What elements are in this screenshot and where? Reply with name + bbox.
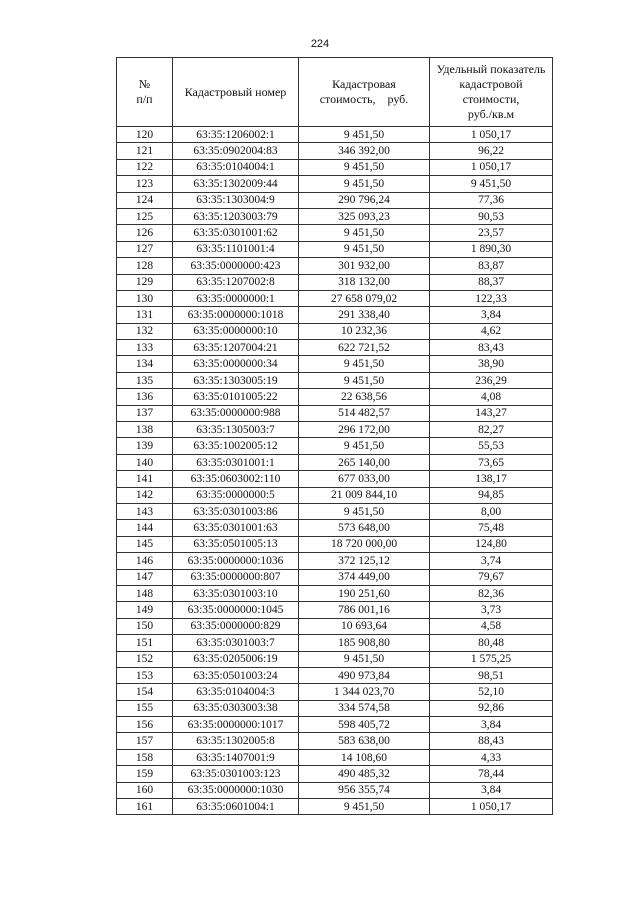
row-number-cell: 158	[117, 749, 173, 765]
table-row	[117, 733, 553, 749]
cadastral-number-cell: 63:35:0603002:110	[173, 471, 299, 487]
cadastral-value-cell: 318 132,00	[299, 274, 430, 290]
cadastral-value-cell: 9 451,50	[299, 503, 430, 519]
row-number-cell: 127	[117, 241, 173, 257]
cadastral-number-cell: 63:35:0000000:1018	[173, 307, 299, 323]
row-number-cell: 123	[117, 176, 173, 192]
table-row	[117, 782, 553, 798]
header-specific-indicator-line1: Удельный показатель	[436, 62, 546, 76]
table-row	[117, 520, 553, 536]
cadastral-value-cell: 514 482,57	[299, 405, 430, 421]
row-number-cell: 156	[117, 717, 173, 733]
table-row	[117, 471, 553, 487]
cadastral-value-cell: 18 720 000,00	[299, 536, 430, 552]
specific-indicator-cell: 98,51	[430, 667, 553, 683]
row-number-cell: 120	[117, 127, 173, 143]
specific-indicator-cell: 3,84	[430, 782, 553, 798]
table-body	[117, 127, 553, 815]
cadastral-number-cell: 63:35:0000000:34	[173, 356, 299, 372]
cadastral-value-cell: 9 451,50	[299, 176, 430, 192]
specific-indicator-cell: 77,36	[430, 192, 553, 208]
table-row	[117, 143, 553, 159]
cadastral-number-cell: 63:35:0104004:3	[173, 684, 299, 700]
specific-indicator-cell: 23,57	[430, 225, 553, 241]
table-row	[117, 307, 553, 323]
table-row	[117, 602, 553, 618]
specific-indicator-cell: 82,36	[430, 585, 553, 601]
row-number-cell: 149	[117, 602, 173, 618]
header-cadastral-value-line2: стоимость, руб.	[319, 92, 409, 106]
cadastral-value-cell: 786 001,16	[299, 602, 430, 618]
cadastral-value-cell: 301 932,00	[299, 258, 430, 274]
table-row	[117, 389, 553, 405]
row-number-cell: 140	[117, 454, 173, 470]
table-row	[117, 618, 553, 634]
specific-indicator-cell: 3,74	[430, 553, 553, 569]
row-number-cell: 130	[117, 290, 173, 306]
table-row	[117, 766, 553, 782]
table-row	[117, 258, 553, 274]
row-number-cell: 148	[117, 585, 173, 601]
table-row	[117, 225, 553, 241]
cadastral-value-cell: 27 658 079,02	[299, 290, 430, 306]
cadastral-number-cell: 63:35:0000000:829	[173, 618, 299, 634]
table-row	[117, 323, 553, 339]
cadastral-number-cell: 63:35:0000000:807	[173, 569, 299, 585]
cadastral-number-cell: 63:35:0000000:1045	[173, 602, 299, 618]
specific-indicator-cell: 236,29	[430, 372, 553, 388]
row-number-cell: 126	[117, 225, 173, 241]
row-number-cell: 129	[117, 274, 173, 290]
header-cadastral-value-line1: Кадастровая	[332, 77, 396, 91]
specific-indicator-cell: 122,33	[430, 290, 553, 306]
cadastral-number-cell: 63:35:0301001:1	[173, 454, 299, 470]
row-number-cell: 133	[117, 340, 173, 356]
cadastral-number-cell: 63:35:0000000:1030	[173, 782, 299, 798]
specific-indicator-cell: 83,43	[430, 340, 553, 356]
specific-indicator-cell: 1 575,25	[430, 651, 553, 667]
specific-indicator-cell: 82,27	[430, 422, 553, 438]
table-row	[117, 553, 553, 569]
cadastral-value-cell: 14 108,60	[299, 749, 430, 765]
row-number-cell: 139	[117, 438, 173, 454]
cadastral-number-cell: 63:35:1101001:4	[173, 241, 299, 257]
table-row	[117, 454, 553, 470]
cadastral-number-cell: 63:35:1203003:79	[173, 208, 299, 224]
specific-indicator-cell: 1 050,17	[430, 799, 553, 815]
cadastral-number-cell: 63:35:0301003:7	[173, 635, 299, 651]
cadastral-value-cell: 10 693,64	[299, 618, 430, 634]
row-number-cell: 134	[117, 356, 173, 372]
table-row	[117, 536, 553, 552]
cadastral-value-cell: 1 344 023,70	[299, 684, 430, 700]
header-specific-indicator	[430, 58, 553, 127]
cadastral-number-cell: 63:35:1407001:9	[173, 749, 299, 765]
cadastral-number-cell: 63:35:1303004:9	[173, 192, 299, 208]
row-number-cell: 152	[117, 651, 173, 667]
specific-indicator-cell: 4,33	[430, 749, 553, 765]
header-row-number	[117, 58, 173, 127]
cadastral-number-cell: 63:35:0601004:1	[173, 799, 299, 815]
cadastral-number-cell: 63:35:0205006:19	[173, 651, 299, 667]
cadastral-value-cell: 583 638,00	[299, 733, 430, 749]
cadastral-number-cell: 63:35:0301003:86	[173, 503, 299, 519]
table-row	[117, 717, 553, 733]
table-row	[117, 585, 553, 601]
table-row	[117, 438, 553, 454]
cadastral-value-cell: 346 392,00	[299, 143, 430, 159]
header-row-number-line2: п/п	[136, 92, 153, 106]
specific-indicator-cell: 138,17	[430, 471, 553, 487]
header-specific-indicator-line4: руб./кв.м	[467, 107, 515, 121]
row-number-cell: 155	[117, 700, 173, 716]
cadastral-number-cell: 63:35:0000000:988	[173, 405, 299, 421]
row-number-cell: 125	[117, 208, 173, 224]
table-row	[117, 667, 553, 683]
row-number-cell: 138	[117, 422, 173, 438]
header-specific-indicator-line2: кадастровой	[459, 77, 523, 91]
cadastral-number-cell: 63:35:1303005:19	[173, 372, 299, 388]
cadastral-value-table	[116, 57, 553, 815]
specific-indicator-cell: 38,90	[430, 356, 553, 372]
table-row	[117, 159, 553, 175]
specific-indicator-cell: 75,48	[430, 520, 553, 536]
row-number-cell: 142	[117, 487, 173, 503]
specific-indicator-cell: 3,84	[430, 307, 553, 323]
specific-indicator-cell: 9 451,50	[430, 176, 553, 192]
table-row	[117, 684, 553, 700]
table-row	[117, 700, 553, 716]
cadastral-value-cell: 9 451,50	[299, 159, 430, 175]
row-number-cell: 161	[117, 799, 173, 815]
cadastral-value-cell: 9 451,50	[299, 225, 430, 241]
cadastral-number-cell: 63:35:1302009:44	[173, 176, 299, 192]
row-number-cell: 157	[117, 733, 173, 749]
table-row	[117, 176, 553, 192]
cadastral-number-cell: 63:35:0301001:62	[173, 225, 299, 241]
specific-indicator-cell: 88,37	[430, 274, 553, 290]
specific-indicator-cell: 55,53	[430, 438, 553, 454]
cadastral-value-cell: 9 451,50	[299, 372, 430, 388]
row-number-cell: 146	[117, 553, 173, 569]
cadastral-value-cell: 290 796,24	[299, 192, 430, 208]
cadastral-number-cell: 63:35:0000000:5	[173, 487, 299, 503]
page-number: 224	[310, 38, 330, 50]
table-row	[117, 635, 553, 651]
cadastral-value-cell: 490 485,32	[299, 766, 430, 782]
cadastral-number-cell: 63:35:0301003:123	[173, 766, 299, 782]
cadastral-value-cell: 9 451,50	[299, 356, 430, 372]
specific-indicator-cell: 4,08	[430, 389, 553, 405]
row-number-cell: 122	[117, 159, 173, 175]
cadastral-value-cell: 573 648,00	[299, 520, 430, 536]
specific-indicator-cell: 78,44	[430, 766, 553, 782]
table-row	[117, 340, 553, 356]
cadastral-number-cell: 63:35:1002005:12	[173, 438, 299, 454]
row-number-cell: 121	[117, 143, 173, 159]
cadastral-number-cell: 63:35:0000000:1017	[173, 717, 299, 733]
table-row	[117, 749, 553, 765]
cadastral-number-cell: 63:35:1302005:8	[173, 733, 299, 749]
header-cadastral-value	[299, 58, 430, 127]
cadastral-value-cell: 185 908,80	[299, 635, 430, 651]
cadastral-number-cell: 63:35:0501005:13	[173, 536, 299, 552]
specific-indicator-cell: 96,22	[430, 143, 553, 159]
row-number-cell: 131	[117, 307, 173, 323]
cadastral-number-cell: 63:35:0000000:10	[173, 323, 299, 339]
cadastral-number-cell: 63:35:1305003:7	[173, 422, 299, 438]
row-number-cell: 143	[117, 503, 173, 519]
cadastral-value-cell: 9 451,50	[299, 651, 430, 667]
cadastral-value-cell: 10 232,36	[299, 323, 430, 339]
row-number-cell: 136	[117, 389, 173, 405]
cadastral-value-cell: 296 172,00	[299, 422, 430, 438]
specific-indicator-cell: 80,48	[430, 635, 553, 651]
cadastral-number-cell: 63:35:0000000:1	[173, 290, 299, 306]
header-row-number-line1: №	[138, 77, 151, 91]
table-row	[117, 274, 553, 290]
row-number-cell: 159	[117, 766, 173, 782]
cadastral-number-cell: 63:35:0104004:1	[173, 159, 299, 175]
specific-indicator-cell: 8,00	[430, 503, 553, 519]
cadastral-number-cell: 63:35:0301001:63	[173, 520, 299, 536]
cadastral-value-cell: 622 721,52	[299, 340, 430, 356]
table-row	[117, 503, 553, 519]
cadastral-number-cell: 63:35:1207002:8	[173, 274, 299, 290]
row-number-cell: 124	[117, 192, 173, 208]
cadastral-value-cell: 677 033,00	[299, 471, 430, 487]
cadastral-number-cell: 63:35:0303003:38	[173, 700, 299, 716]
cadastral-value-cell: 9 451,50	[299, 799, 430, 815]
table-row	[117, 208, 553, 224]
cadastral-number-cell: 63:35:0301003:10	[173, 585, 299, 601]
specific-indicator-cell: 1 050,17	[430, 159, 553, 175]
cadastral-value-cell: 9 451,50	[299, 127, 430, 143]
row-number-cell: 137	[117, 405, 173, 421]
specific-indicator-cell: 4,62	[430, 323, 553, 339]
cadastral-value-cell: 598 405,72	[299, 717, 430, 733]
specific-indicator-cell: 124,80	[430, 536, 553, 552]
table-row	[117, 422, 553, 438]
specific-indicator-cell: 1 890,30	[430, 241, 553, 257]
table-row	[117, 569, 553, 585]
row-number-cell: 141	[117, 471, 173, 487]
cadastral-number-cell: 63:35:0501003:24	[173, 667, 299, 683]
specific-indicator-cell: 4,58	[430, 618, 553, 634]
cadastral-value-cell: 325 093,23	[299, 208, 430, 224]
specific-indicator-cell: 1 050,17	[430, 127, 553, 143]
row-number-cell: 144	[117, 520, 173, 536]
header-specific-indicator-line3: стоимости,	[462, 92, 520, 106]
cadastral-value-cell: 490 973,84	[299, 667, 430, 683]
specific-indicator-cell: 90,53	[430, 208, 553, 224]
cadastral-number-cell: 63:35:0000000:423	[173, 258, 299, 274]
row-number-cell: 145	[117, 536, 173, 552]
table-row	[117, 651, 553, 667]
header-cadastral-number: Кадастровый номер	[173, 58, 299, 127]
row-number-cell: 135	[117, 372, 173, 388]
specific-indicator-cell: 88,43	[430, 733, 553, 749]
specific-indicator-cell: 143,27	[430, 405, 553, 421]
specific-indicator-cell: 52,10	[430, 684, 553, 700]
cadastral-value-cell: 21 009 844,10	[299, 487, 430, 503]
cadastral-number-cell: 63:35:1207004:21	[173, 340, 299, 356]
row-number-cell: 150	[117, 618, 173, 634]
table-header-row	[117, 58, 553, 127]
table-row	[117, 356, 553, 372]
row-number-cell: 151	[117, 635, 173, 651]
row-number-cell: 154	[117, 684, 173, 700]
specific-indicator-cell: 94,85	[430, 487, 553, 503]
row-number-cell: 153	[117, 667, 173, 683]
cadastral-value-cell: 956 355,74	[299, 782, 430, 798]
specific-indicator-cell: 3,73	[430, 602, 553, 618]
row-number-cell: 160	[117, 782, 173, 798]
cadastral-number-cell: 63:35:0000000:1036	[173, 553, 299, 569]
cadastral-number-cell: 63:35:0902004:83	[173, 143, 299, 159]
cadastral-number-cell: 63:35:1206002:1	[173, 127, 299, 143]
table-row	[117, 241, 553, 257]
table-row	[117, 290, 553, 306]
cadastral-value-cell: 22 638,56	[299, 389, 430, 405]
cadastral-value-cell: 9 451,50	[299, 438, 430, 454]
specific-indicator-cell: 79,67	[430, 569, 553, 585]
specific-indicator-cell: 92,86	[430, 700, 553, 716]
cadastral-value-cell: 291 338,40	[299, 307, 430, 323]
cadastral-value-cell: 374 449,00	[299, 569, 430, 585]
row-number-cell: 147	[117, 569, 173, 585]
table-row	[117, 127, 553, 143]
cadastral-number-cell: 63:35:0101005:22	[173, 389, 299, 405]
cadastral-value-cell: 190 251,60	[299, 585, 430, 601]
table-row	[117, 487, 553, 503]
table-row	[117, 372, 553, 388]
row-number-cell: 128	[117, 258, 173, 274]
table-row	[117, 799, 553, 815]
cadastral-value-cell: 372 125,12	[299, 553, 430, 569]
specific-indicator-cell: 3,84	[430, 717, 553, 733]
row-number-cell: 132	[117, 323, 173, 339]
cadastral-value-cell: 9 451,50	[299, 241, 430, 257]
specific-indicator-cell: 73,65	[430, 454, 553, 470]
table-row	[117, 192, 553, 208]
cadastral-value-cell: 265 140,00	[299, 454, 430, 470]
specific-indicator-cell: 83,87	[430, 258, 553, 274]
table-row	[117, 405, 553, 421]
cadastral-value-cell: 334 574,58	[299, 700, 430, 716]
